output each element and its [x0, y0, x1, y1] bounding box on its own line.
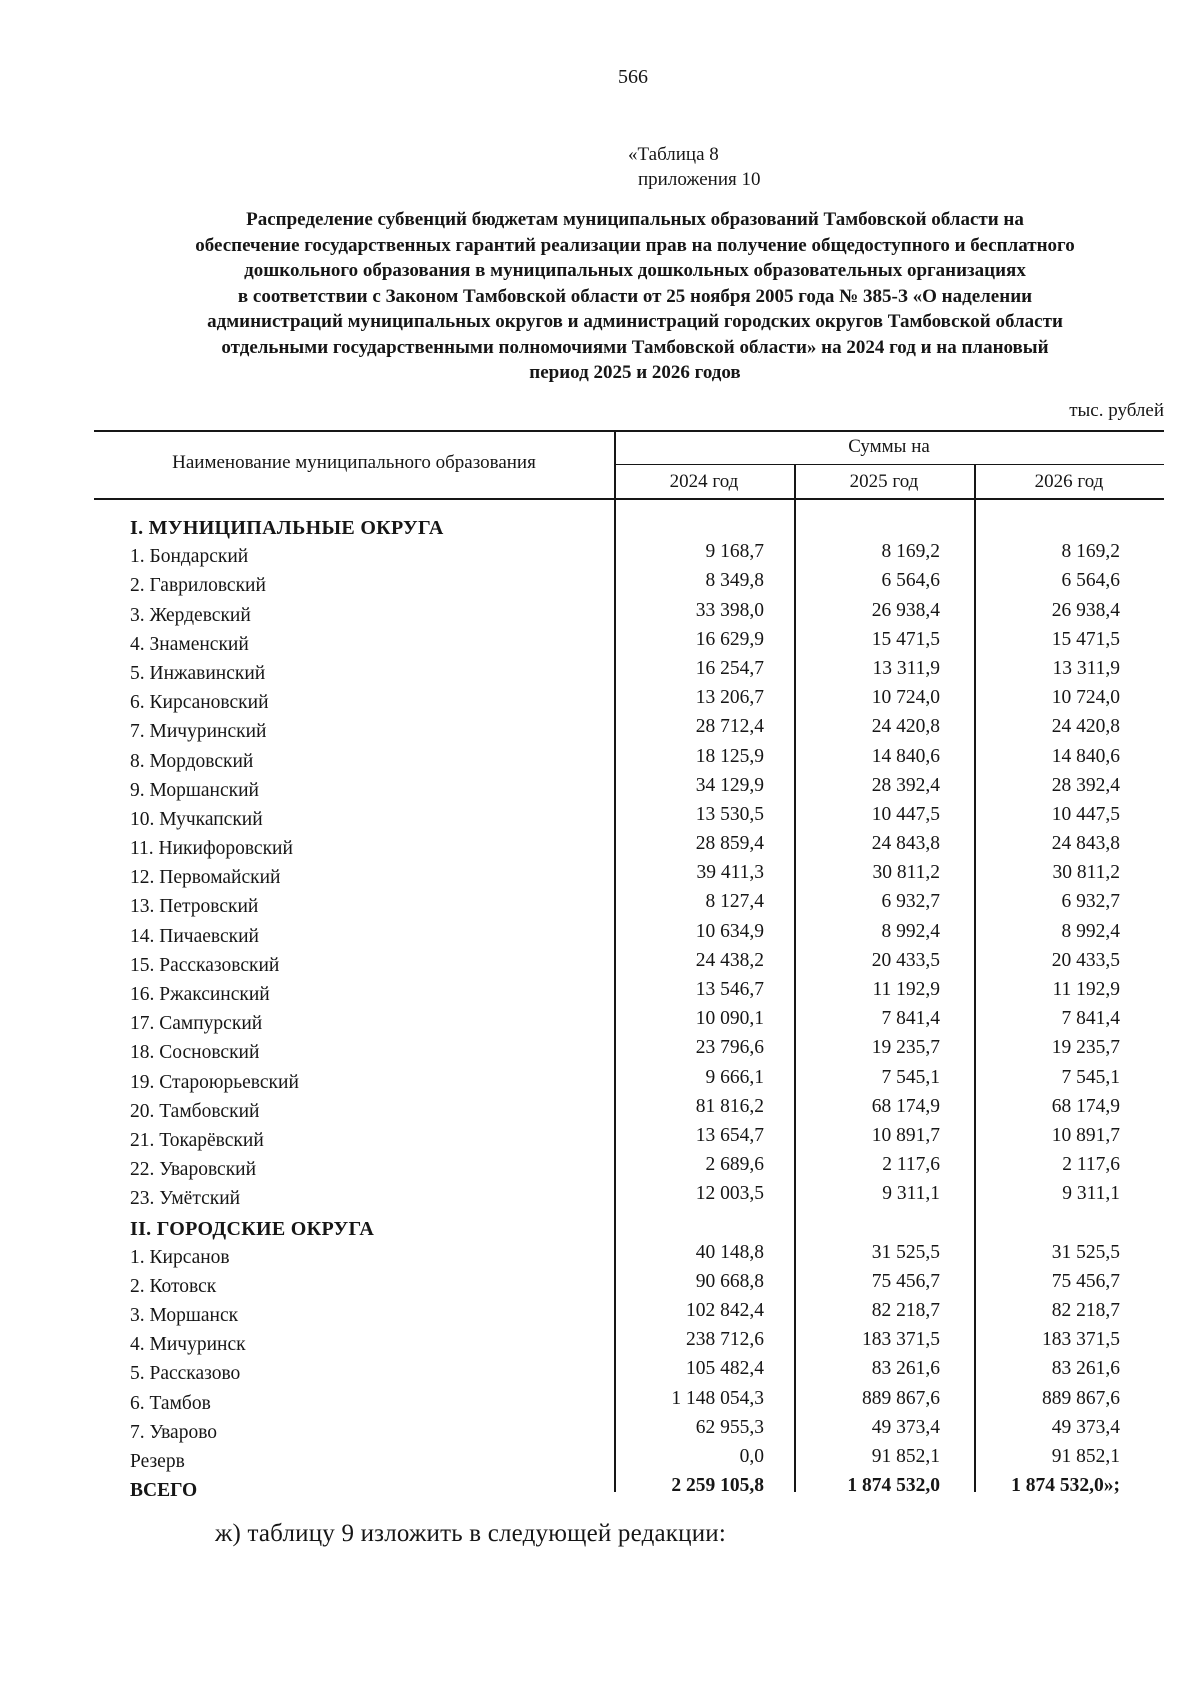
cell-2024: 16 254,7	[695, 657, 764, 679]
table-row	[94, 716, 1164, 745]
sums-divider	[614, 464, 1164, 465]
cell-2026: 15 471,5	[1051, 628, 1120, 650]
cell-2026: 75 456,7	[1051, 1270, 1120, 1292]
cell-2024: 8 127,4	[705, 891, 764, 913]
cell-2025: 10 724,0	[871, 687, 940, 709]
cell-2024: 13 654,7	[695, 1124, 764, 1146]
cell-2024: 105 482,4	[686, 1358, 764, 1380]
cell-2024: 1 148 054,3	[671, 1387, 764, 1409]
cell-2025: 68 174,9	[871, 1095, 940, 1117]
cell-2026: 68 174,9	[1051, 1095, 1120, 1117]
table-row	[94, 804, 1164, 833]
table-body	[94, 512, 1164, 1504]
cell-2024: 24 438,2	[695, 949, 764, 971]
cell-2026: 30 811,2	[1052, 862, 1120, 884]
header-year-2024: 2024 год	[669, 471, 739, 492]
cell-2025: 30 811,2	[872, 862, 940, 884]
cell-2025: 31 525,5	[871, 1241, 940, 1263]
cell-2025: 183 371,5	[862, 1329, 940, 1351]
title-line: администраций муниципальных округов и администраций городских округов Тамбовской области	[207, 311, 1063, 332]
cell-2026: 10 724,0	[1051, 687, 1120, 709]
cell-2026: 9 311,1	[1062, 1183, 1120, 1205]
header-sums: Суммы на	[848, 436, 930, 457]
cell-2025: 8 992,4	[881, 920, 940, 942]
units-label: тыс. рублей	[1069, 400, 1164, 421]
table-row	[94, 1271, 1164, 1300]
cell-2026: 7 545,1	[1061, 1066, 1120, 1088]
cell-2025: 7 841,4	[881, 1008, 940, 1030]
cell-2026: 24 843,8	[1051, 833, 1120, 855]
cell-2024: 8 349,8	[705, 570, 764, 592]
cell-2025: 1 874 532,0	[847, 1475, 940, 1497]
cell-2024: 0,0	[739, 1446, 764, 1467]
cell-2024: 2 689,6	[705, 1154, 764, 1176]
cell-2025: 2 117,6	[882, 1154, 940, 1176]
title-line: в соответствии с Законом Тамбовской области от 25 ноября 2005 года № 385-З «О наделении	[237, 285, 1033, 307]
cell-2025: 13 311,9	[872, 657, 940, 679]
row-name: 15. Рассказовский	[130, 954, 280, 976]
cell-2024: 39 411,3	[696, 862, 764, 884]
cell-2026: 20 433,5	[1051, 949, 1120, 971]
row-name: 19. Староюрьевский	[130, 1071, 299, 1093]
row-name: II. ГОРОДСКИЕ ОКРУГА	[130, 1217, 375, 1240]
cell-2024: 9 666,1	[705, 1066, 764, 1088]
document-title	[100, 207, 1170, 386]
row-name: 3. Моршанск	[130, 1305, 239, 1327]
section-row	[94, 1213, 1164, 1242]
cell-2026: 6 932,7	[1061, 891, 1120, 913]
cell-2024: 10 090,1	[695, 1008, 764, 1030]
cell-2026: 83 261,6	[1051, 1358, 1120, 1380]
table-row	[94, 541, 1164, 570]
cell-2025: 19 235,7	[871, 1037, 940, 1059]
cell-2026: 26 938,4	[1051, 599, 1120, 621]
cell-2025: 7 545,1	[881, 1066, 940, 1088]
table-row	[94, 862, 1164, 891]
row-name: 3. Жердевский	[130, 604, 251, 626]
table-row	[94, 1329, 1164, 1358]
cell-2025: 82 218,7	[871, 1300, 940, 1322]
cell-2026: 10 891,7	[1051, 1124, 1120, 1146]
title-line: обеспечение государственных гарантий реализации прав на получение общедоступного и бесплатного	[195, 234, 1075, 256]
cell-2025: 14 840,6	[871, 745, 940, 767]
cell-2025: 10 891,7	[871, 1124, 940, 1146]
table-row	[94, 570, 1164, 599]
cell-2024: 28 859,4	[695, 833, 764, 855]
title-line: период 2025 и 2026 годов	[529, 362, 741, 383]
row-name: 10. Мучкапский	[130, 808, 263, 830]
cell-2024: 2 259 105,8	[671, 1475, 764, 1497]
table-row	[94, 658, 1164, 687]
section-row	[94, 512, 1164, 541]
table-row	[94, 1417, 1164, 1446]
table-caption	[628, 142, 760, 192]
row-name: 9. Моршанский	[130, 779, 259, 801]
cell-2024: 81 816,2	[695, 1095, 764, 1117]
table-row	[94, 921, 1164, 950]
row-name: 4. Мичуринск	[130, 1334, 246, 1356]
cell-2024: 40 148,8	[695, 1241, 764, 1263]
row-name: Резерв	[130, 1451, 185, 1472]
table-row	[94, 1183, 1164, 1212]
cell-2025: 83 261,6	[871, 1358, 940, 1380]
cell-2024: 33 398,0	[695, 599, 764, 621]
caption-line-2: приложения 10	[638, 169, 761, 190]
cell-2024: 16 629,9	[695, 628, 764, 650]
cell-2026: 13 311,9	[1052, 657, 1120, 679]
cell-2024: 102 842,4	[686, 1300, 764, 1322]
cell-2024: 90 668,8	[695, 1270, 764, 1292]
cell-2025: 6 564,6	[881, 570, 940, 592]
table-row	[94, 687, 1164, 716]
row-name: 5. Инжавинский	[130, 662, 266, 684]
cell-2024: 13 530,5	[695, 803, 764, 825]
cell-2025: 9 311,1	[882, 1183, 940, 1205]
bottom-instruction: ж) таблицу 9 изложить в следующей редакции:	[215, 1520, 727, 1547]
cell-2024: 23 796,6	[695, 1037, 764, 1059]
cell-2026: 1 874 532,0»;	[1011, 1475, 1120, 1497]
row-name: 7. Мичуринский	[130, 721, 267, 743]
cell-2026: 10 447,5	[1051, 803, 1120, 825]
cell-2026: 49 373,4	[1051, 1416, 1120, 1438]
cell-2024: 13 206,7	[695, 687, 764, 709]
cell-2025: 15 471,5	[871, 628, 940, 650]
table-row	[94, 775, 1164, 804]
cell-2026: 91 852,1	[1051, 1446, 1120, 1467]
table-row	[94, 600, 1164, 629]
table-row	[94, 1067, 1164, 1096]
row-name: ВСЕГО	[130, 1480, 198, 1502]
table-row	[94, 979, 1164, 1008]
row-name: 11. Никифоровский	[130, 838, 293, 860]
cell-2026: 6 564,6	[1061, 570, 1120, 592]
cell-2026: 8 169,2	[1061, 541, 1120, 563]
table-row	[94, 1037, 1164, 1066]
cell-2024: 9 168,7	[705, 541, 764, 563]
table-row	[94, 1154, 1164, 1183]
row-name: 16. Ржаксинский	[130, 984, 270, 1005]
cell-2026: 31 525,5	[1051, 1241, 1120, 1263]
cell-2026: 2 117,6	[1062, 1154, 1120, 1176]
table-row	[94, 891, 1164, 920]
row-name: 17. Сампурский	[130, 1013, 263, 1035]
cell-2026: 8 992,4	[1061, 920, 1120, 942]
cell-2026: 183 371,5	[1042, 1329, 1120, 1351]
cell-2025: 24 843,8	[871, 833, 940, 855]
row-name: 1. Бондарский	[130, 546, 249, 568]
row-name: I. МУНИЦИПАЛЬНЫЕ ОКРУГА	[130, 517, 444, 539]
header-year-2025: 2025 год	[849, 471, 919, 492]
table-row	[94, 1446, 1164, 1475]
cell-2026: 82 218,7	[1051, 1300, 1120, 1322]
caption-line-1: «Таблица 8	[628, 144, 719, 165]
row-name: 2. Гавриловский	[130, 575, 266, 597]
cell-2026: 11 192,9	[1052, 979, 1120, 1000]
cell-2026: 24 420,8	[1051, 716, 1120, 738]
cell-2025: 6 932,7	[881, 891, 940, 913]
row-name: 20. Тамбовский	[130, 1100, 260, 1122]
total-row	[94, 1475, 1164, 1504]
table-row	[94, 746, 1164, 775]
row-name: 2. Котовск	[130, 1275, 217, 1297]
table-row	[94, 1388, 1164, 1417]
cell-2026: 19 235,7	[1051, 1037, 1120, 1059]
row-name: 21. Токарёвский	[130, 1129, 264, 1151]
cell-2025: 20 433,5	[871, 949, 940, 971]
row-name: 4. Знаменский	[130, 633, 249, 655]
row-name: 12. Первомайский	[130, 867, 281, 889]
cell-2025: 91 852,1	[871, 1446, 940, 1467]
row-name: 6. Кирсановский	[130, 692, 269, 714]
table-row	[94, 1125, 1164, 1154]
title-line: Распределение субвенций бюджетам муниципальных образований Тамбовской области на	[246, 209, 1024, 230]
cell-2024: 13 546,7	[695, 979, 764, 1000]
row-name: 22. Уваровский	[130, 1159, 257, 1181]
table-header-rule	[94, 498, 1164, 500]
table-row	[94, 950, 1164, 979]
cell-2025: 10 447,5	[871, 803, 940, 825]
cell-2024: 10 634,9	[695, 920, 764, 942]
row-name: 8. Мордовский	[130, 750, 254, 772]
cell-2026: 14 840,6	[1051, 745, 1120, 767]
row-name: 7. Уварово	[130, 1421, 218, 1443]
cell-2024: 238 712,6	[686, 1329, 764, 1351]
table-row	[94, 1008, 1164, 1037]
header-name: Наименование муниципального образования	[172, 452, 536, 473]
header-year-2026: 2026 год	[1034, 471, 1104, 492]
cell-2025: 26 938,4	[871, 599, 940, 621]
cell-2025: 889 867,6	[862, 1387, 940, 1409]
cell-2024: 34 129,9	[695, 774, 764, 796]
cell-2024: 62 955,3	[695, 1416, 764, 1438]
row-name: 13. Петровский	[130, 896, 259, 918]
title-line: отдельными государственными полномочиями Тамбовской области» на 2024 год и на плановый	[221, 336, 1049, 358]
title-line: дошкольного образования в муниципальных дошкольных образовательных организациях	[244, 260, 1026, 281]
row-name: 5. Рассказово	[130, 1363, 241, 1385]
row-name: 18. Сосновский	[130, 1042, 260, 1064]
row-name: 1. Кирсанов	[130, 1246, 230, 1268]
table-row	[94, 1358, 1164, 1387]
cell-2024: 12 003,5	[695, 1183, 764, 1205]
cell-2025: 24 420,8	[871, 716, 940, 738]
cell-2025: 8 169,2	[881, 541, 940, 563]
cell-2024: 28 712,4	[695, 716, 764, 738]
table-row	[94, 629, 1164, 658]
cell-2026: 889 867,6	[1042, 1387, 1120, 1409]
cell-2026: 28 392,4	[1051, 774, 1120, 796]
table-row	[94, 833, 1164, 862]
cell-2026: 7 841,4	[1061, 1008, 1120, 1030]
cell-2025: 11 192,9	[872, 979, 940, 1000]
cell-2025: 75 456,7	[871, 1270, 940, 1292]
cell-2025: 28 392,4	[871, 774, 940, 796]
cell-2025: 49 373,4	[871, 1416, 940, 1438]
table-row	[94, 1242, 1164, 1271]
row-name: 14. Пичаевский	[130, 925, 259, 947]
cell-2024: 18 125,9	[695, 745, 764, 767]
table-row	[94, 1300, 1164, 1329]
table-top-rule	[94, 430, 1164, 432]
row-name: 23. Умётский	[130, 1188, 241, 1210]
page-number: 566	[618, 66, 648, 88]
row-name: 6. Тамбов	[130, 1392, 211, 1414]
table-row	[94, 1096, 1164, 1125]
